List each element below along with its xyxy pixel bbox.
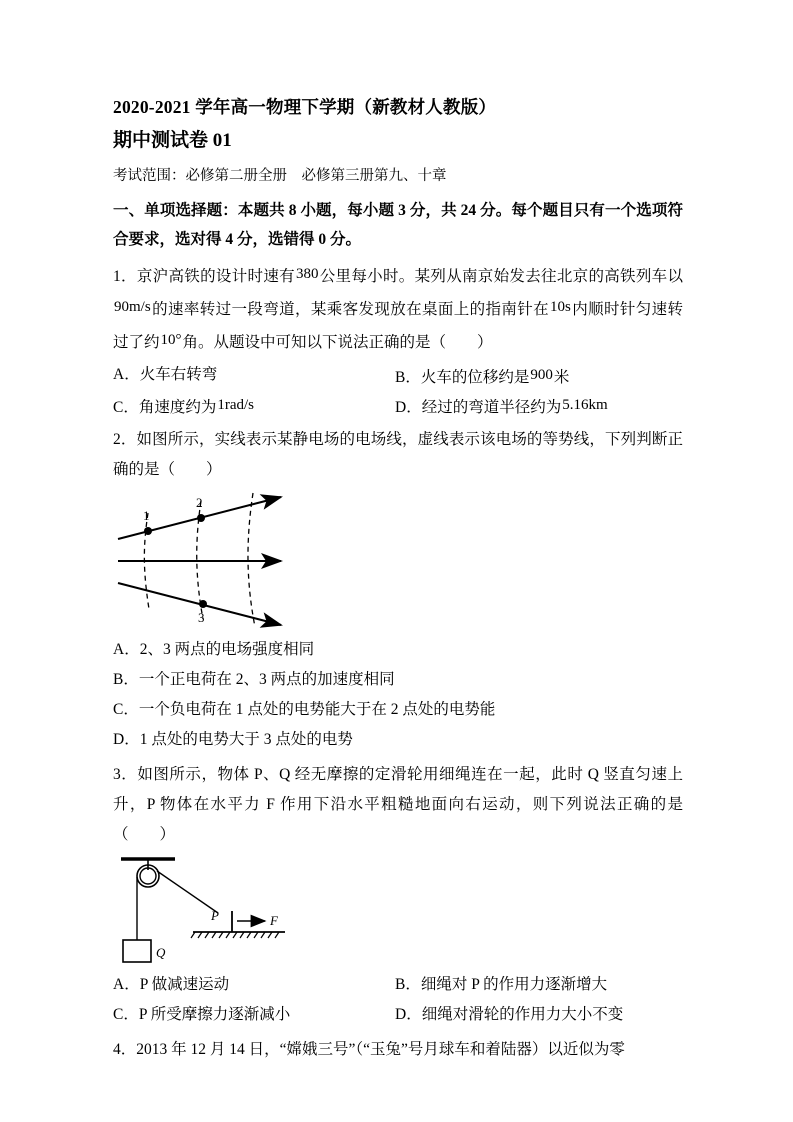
option-text: 火车的位移约是: [420, 369, 530, 386]
force-label: F: [270, 913, 278, 928]
option-row: [113, 1000, 683, 1030]
section-heading-single-choice: 一、单项选择题：本题共 8 小题，每小题 3 分，共 24 分。每个题目只有一个选项符合要求，选对得 4 分，选错得 0 分。: [113, 202, 683, 248]
option-row: [113, 970, 683, 1000]
option-text: 角速度约为: [138, 399, 217, 416]
field-point-3-dot: [199, 600, 207, 608]
question-2-number: 2．: [113, 431, 137, 448]
option-1-C[interactable]: [113, 390, 255, 423]
question-1-text-part3: 的速率转过一段弯道，某乘客发现放在桌面上的指南针在: [151, 301, 549, 318]
document-title: 2020-2021 学年高一物理下学期（新教材人教版）: [113, 97, 497, 117]
option-2-A[interactable]: [113, 635, 683, 665]
option-label: C．: [113, 701, 139, 718]
question-3-text: 如图所示，物体 P、Q 经无摩擦的定滑轮用细绳连在一起，此时 Q 竖直匀速上升，P 物体在水平力 F 作用下沿水平粗糙地面向右运动，则下列说法正确的是（ ）: [113, 766, 683, 843]
option-row: [113, 360, 683, 390]
option-label: D．: [395, 1006, 422, 1023]
pulley-inner-hub: [140, 868, 156, 884]
question-4-text: 2013 年 12 月 14 日，“嫦娥三号”（“玉兔”号月球车和着陆器）以近似为零: [136, 1041, 625, 1058]
question-2-text: 如图所示，实线表示某静电场的电场线，虚线表示该电场的等势线，下列判断正确的是（ ）: [113, 431, 683, 478]
option-1-D[interactable]: [395, 390, 609, 423]
question-1-math-time: 10s: [550, 299, 571, 315]
option-label: A．: [113, 976, 140, 993]
option-label: B．: [395, 976, 421, 993]
field-point-2-dot: [197, 514, 205, 522]
question-1-options: [113, 360, 683, 420]
option-label: D．: [113, 731, 140, 748]
question-1-number: 1．: [113, 268, 137, 285]
rope-slanted-to-P: [157, 871, 218, 913]
option-label: A．: [113, 366, 140, 383]
question-1: [113, 259, 683, 358]
option-label: C．: [113, 399, 139, 416]
option-label: A．: [113, 641, 140, 658]
option-2-B[interactable]: [113, 665, 683, 695]
ground-hatching: [191, 932, 279, 938]
electric-field-diagram: [113, 491, 413, 631]
block-Q: [123, 940, 151, 962]
question-1-math-angle: 10°: [160, 332, 182, 348]
field-point-1-label: 1: [143, 508, 150, 523]
option-text: 火车右转弯: [139, 366, 218, 383]
question-1-text-part5: 角。从题设中可知以下说法正确的是（ ）: [182, 334, 493, 351]
question-3-number: 3．: [113, 766, 138, 783]
question-2-options: [113, 635, 683, 755]
option-2-D[interactable]: [113, 725, 683, 755]
option-text: 1 点处的电势大于 3 点处的电势: [139, 731, 353, 748]
document-content: [113, 92, 683, 1065]
block-Q-label: Q: [156, 945, 166, 960]
option-label: B．: [395, 369, 421, 386]
question-1-text-part1: 京沪高铁的设计时速有: [136, 268, 295, 285]
option-text: 细绳对滑轮的作用力大小不变: [421, 1006, 624, 1023]
option-label: D．: [395, 399, 422, 416]
option-label: B．: [113, 671, 139, 688]
option-text: 2、3 两点的电场强度相同: [139, 641, 315, 658]
option-text: 一个正电荷在 2、3 两点的加速度相同: [138, 671, 395, 688]
option-math: 5.16km: [562, 397, 608, 413]
field-point-1-dot: [144, 527, 152, 535]
question-4-number: 4．: [113, 1041, 137, 1058]
option-text: P 所受摩擦力逐渐减小: [138, 1006, 291, 1023]
question-2: [113, 425, 683, 485]
question-1-text-part4: 内顺时针匀速转过了约: [113, 301, 683, 351]
question-1-math-380: 380: [295, 266, 319, 282]
option-2-C[interactable]: [113, 695, 683, 725]
option-math: 1rad/s: [217, 397, 255, 413]
question-1-math-speed: 90m/s: [114, 299, 151, 315]
option-row: [113, 390, 683, 420]
question-3: [113, 760, 683, 850]
pulley-diagram: [113, 856, 413, 966]
field-point-2-label: 2: [196, 495, 203, 510]
option-1-A[interactable]: [113, 360, 217, 390]
pulley-figure: [113, 856, 683, 966]
option-3-A[interactable]: [113, 970, 229, 1000]
option-text: P 做减速运动: [139, 976, 230, 993]
document-subtitle: 期中测试卷 01: [113, 130, 232, 151]
option-3-C[interactable]: [113, 1000, 290, 1030]
option-label: C．: [113, 1006, 139, 1023]
option-math: 900: [530, 367, 553, 383]
option-text: 经过的弯道半径约为: [421, 399, 562, 416]
option-3-D[interactable]: [395, 1000, 623, 1030]
question-3-options: [113, 970, 683, 1030]
electric-field-lines-figure: [113, 491, 683, 631]
field-point-3-label: 3: [198, 610, 205, 625]
option-1-B[interactable]: [395, 360, 569, 393]
question-4: [113, 1035, 683, 1065]
block-P-label: P: [211, 908, 219, 923]
option-tail: 米: [553, 369, 570, 386]
option-3-B[interactable]: [395, 970, 607, 1000]
option-text: 一个负电荷在 1 点处的电势能大于在 2 点处的电势能: [138, 701, 496, 718]
exam-scope-line: 考试范围：必修第二册全册 必修第三册第九、十章: [113, 168, 447, 184]
option-text: 细绳对 P 的作用力逐渐增大: [420, 976, 608, 993]
question-1-text-part2: 公里每小时。某列从南京始发去往北京的高铁列车以: [319, 268, 683, 285]
